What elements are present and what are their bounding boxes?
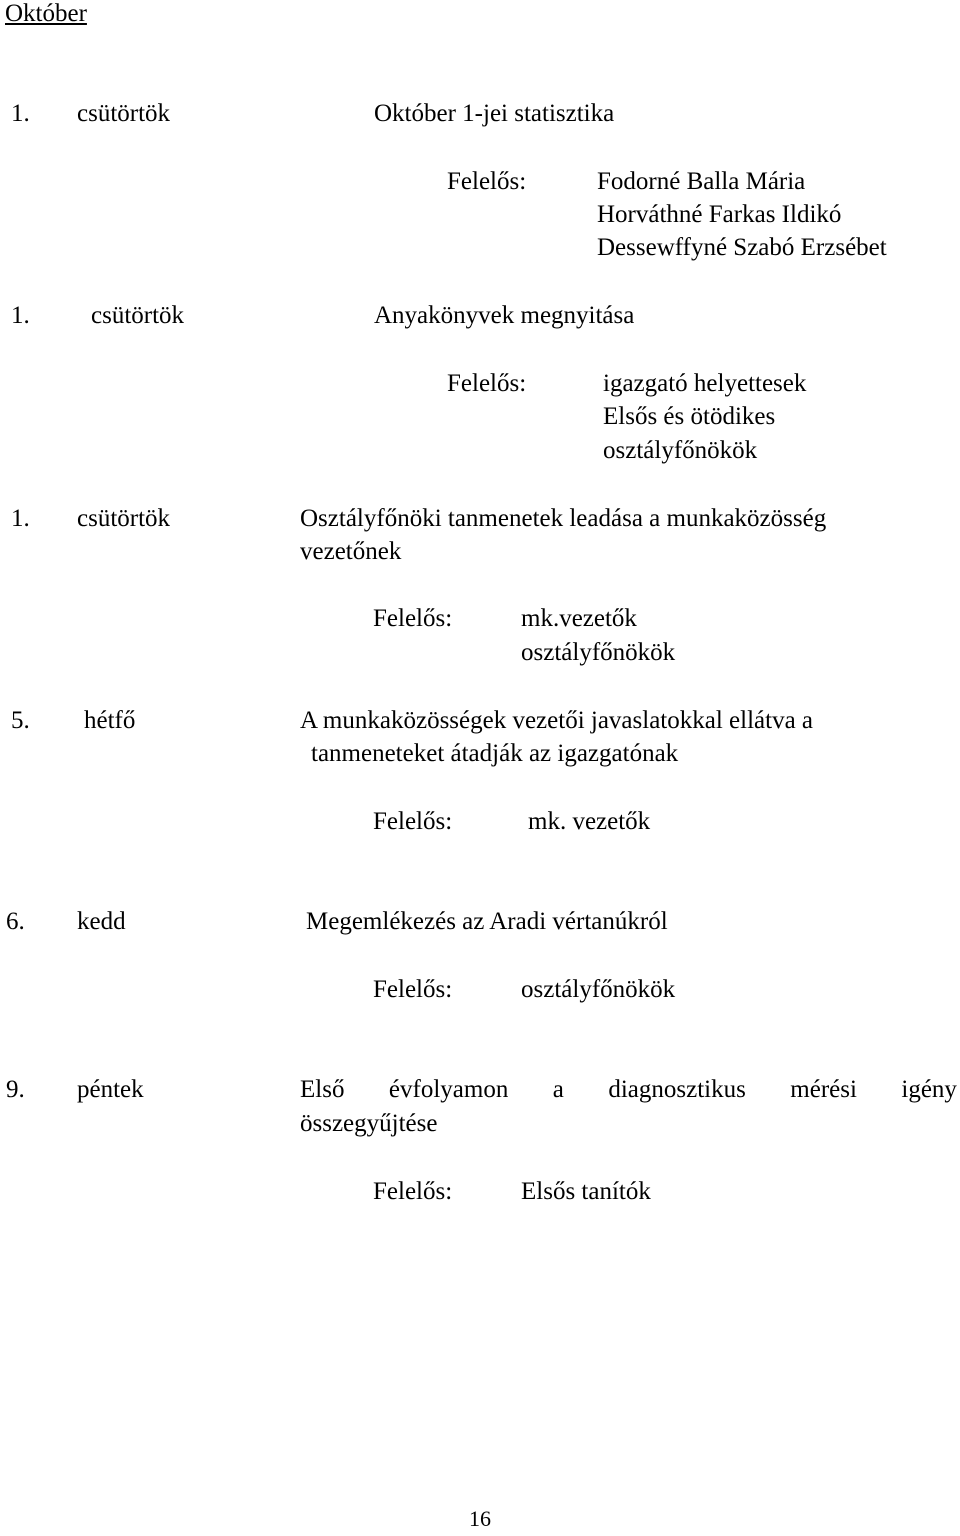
event-title: Október 1-jei statisztika — [374, 100, 615, 127]
title-word: diagnosztikus — [608, 1076, 746, 1103]
responsible-person: osztályfőnökök — [521, 639, 676, 666]
responsible-person: igazgató helyettesek — [603, 370, 807, 397]
day-name: csütörtök — [77, 100, 171, 127]
day-number: 1. — [11, 302, 30, 329]
day-name: péntek — [77, 1076, 144, 1103]
responsible-person: osztályfőnökök — [603, 437, 758, 464]
responsible-person: mk.vezetők — [521, 605, 637, 632]
title-word: Első — [300, 1076, 345, 1103]
responsible-person: Dessewffyné Szabó Erzsébet — [597, 234, 887, 261]
event-title-continued: vezetőnek — [300, 538, 402, 565]
event-title-continued: tanmeneteket átadják az igazgatónak — [311, 740, 679, 767]
responsible-person: mk. vezetők — [528, 808, 651, 835]
responsible-person: Horváthné Farkas Ildikó — [597, 201, 842, 228]
title-word: évfolyamon — [388, 1076, 509, 1103]
day-number: 5. — [11, 707, 30, 734]
event-title — [300, 1073, 957, 1107]
responsible-person: Elsős és ötödikes — [603, 403, 776, 430]
title-word: a — [552, 1076, 564, 1103]
responsible-label: Felelős: — [447, 370, 527, 397]
month-title: Október — [5, 0, 87, 27]
day-number: 1. — [11, 100, 30, 127]
responsible-person: osztályfőnökök — [521, 976, 676, 1003]
responsible-person: Elsős tanítók — [521, 1178, 651, 1205]
day-name: kedd — [77, 908, 126, 935]
event-title-continued: összegyűjtése — [300, 1110, 438, 1137]
event-title: Osztályfőnöki tanmenetek leadása a munkaközösség — [300, 505, 827, 532]
responsible-person: Fodorné Balla Mária — [597, 168, 806, 195]
responsible-label: Felelős: — [447, 168, 527, 195]
day-name: hétfő — [84, 707, 136, 734]
title-word: igény — [901, 1076, 957, 1103]
page-number: 16 — [469, 1506, 491, 1531]
title-word: mérési — [790, 1076, 857, 1103]
responsible-label: Felelős: — [373, 605, 453, 632]
responsible-label: Felelős: — [373, 976, 453, 1003]
day-number: 9. — [6, 1076, 25, 1103]
day-number: 6. — [6, 908, 25, 935]
event-title: Megemlékezés az Aradi vértanúkról — [306, 908, 668, 935]
responsible-label: Felelős: — [373, 808, 453, 835]
event-title: A munkaközösségek vezetői javaslatokkal ellátva a — [300, 707, 814, 734]
day-name: csütörtök — [77, 505, 171, 532]
day-number: 1. — [11, 505, 30, 532]
responsible-label: Felelős: — [373, 1178, 453, 1205]
day-name: csütörtök — [91, 302, 185, 329]
event-title: Anyakönyvek megnyitása — [374, 302, 635, 329]
